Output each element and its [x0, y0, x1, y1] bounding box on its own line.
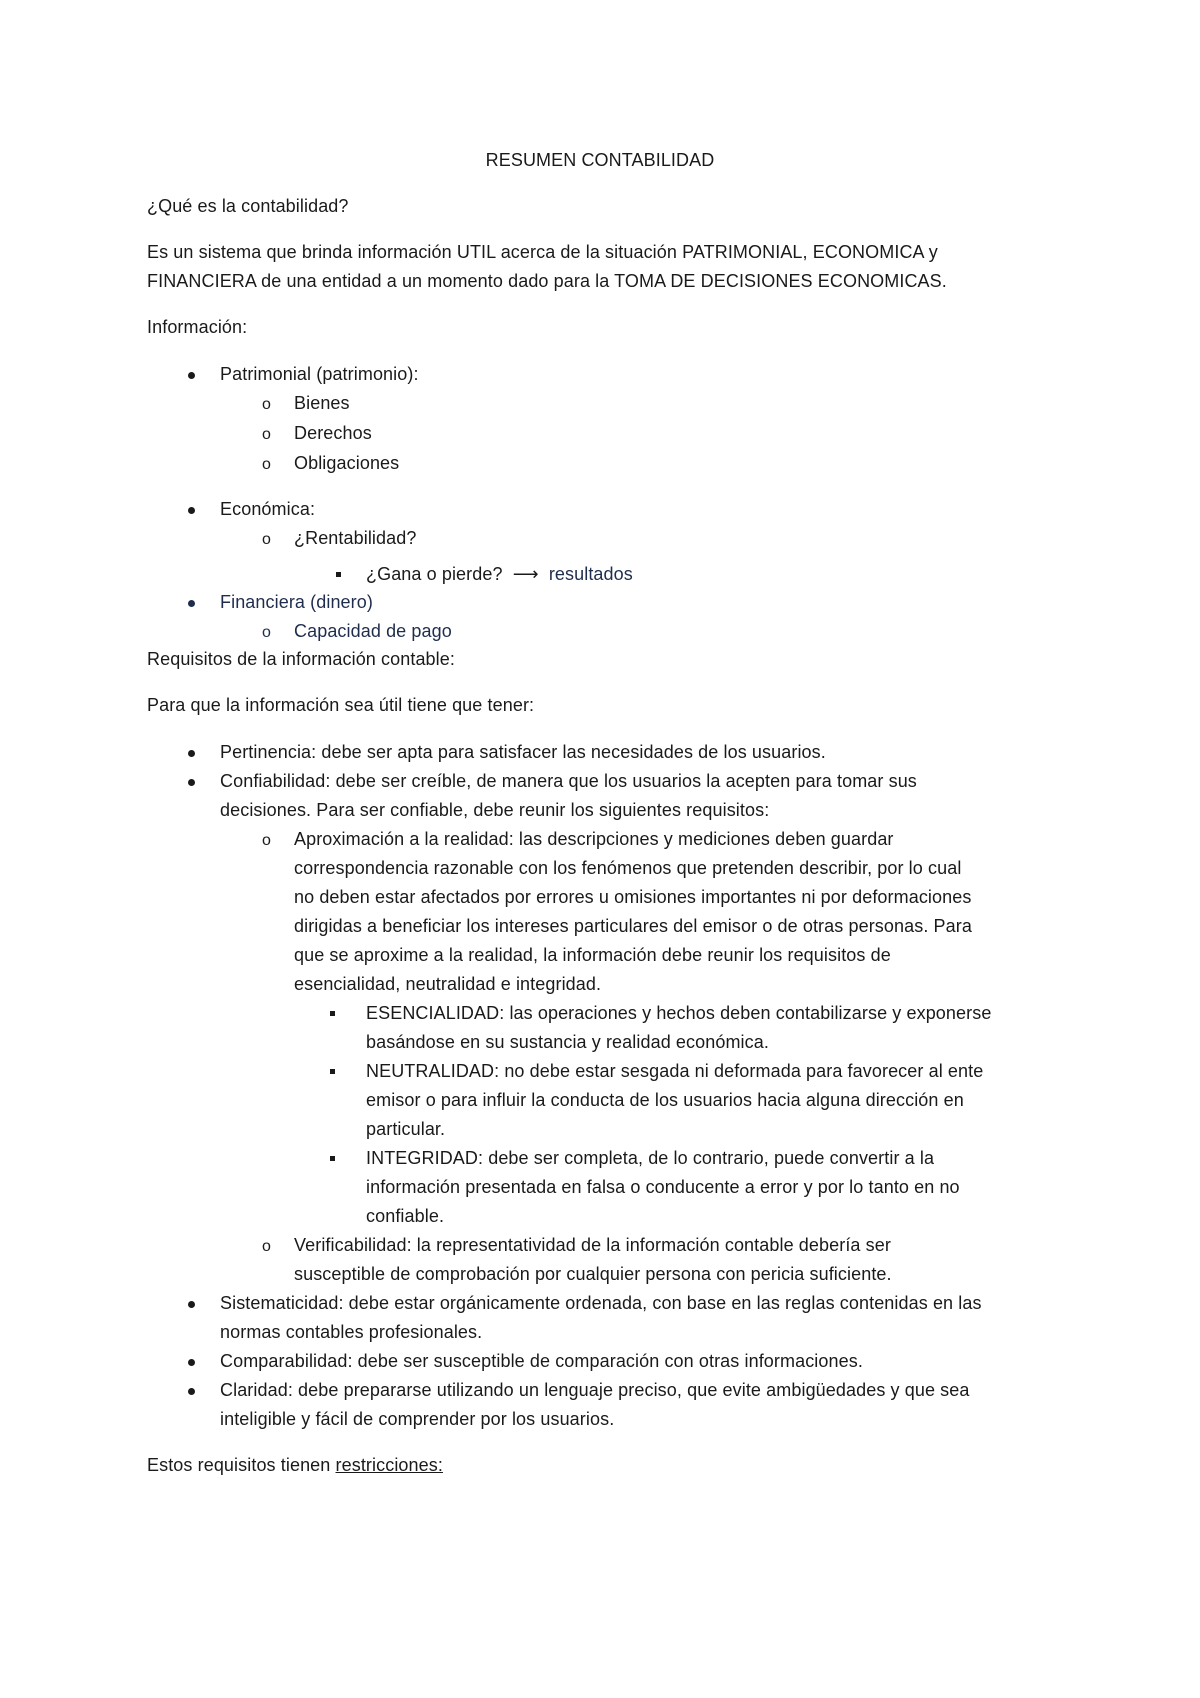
req-neutralidad-line: emisor o para influir la conducta de los usuarios hacia alguna dirección en	[366, 1090, 964, 1110]
req-aproximacion-line: correspondencia razonable con los fenómenos que pretenden describir, por lo cual	[294, 858, 962, 878]
square-bullet-icon	[330, 1156, 335, 1161]
square-bullet-icon	[330, 1011, 335, 1016]
bullet-icon	[188, 507, 195, 514]
req-comparabilidad: Comparabilidad: debe ser susceptible de comparación con otras informaciones.	[220, 1351, 863, 1371]
req-aproximacion-line: no deben estar afectados por errores u omisiones importantes ni por deformaciones	[294, 887, 972, 907]
req-aproximacion-line: Aproximación a la realidad: las descripciones y mediciones deben guardar	[294, 829, 894, 849]
list-item: Bienes	[294, 393, 350, 413]
bullet-icon	[188, 1388, 195, 1395]
bullet-icon	[188, 372, 195, 379]
req-confiabilidad-line: decisiones. Para ser confiable, debe reunir los siguientes requisitos:	[220, 800, 770, 820]
circle-bullet-icon: o	[262, 396, 271, 413]
req-verificabilidad-line: Verificabilidad: la representatividad de la información contable debería ser	[294, 1235, 891, 1255]
info-heading: Información:	[147, 317, 248, 337]
req-aproximacion-line: que se aproxime a la realidad, la información debe reunir los requisitos de	[294, 945, 891, 965]
closing-line: Estos requisitos tienen restricciones:	[147, 1455, 443, 1475]
info-financiera-sub: Capacidad de pago	[294, 621, 452, 641]
square-bullet-icon	[336, 572, 341, 577]
req-aproximacion-line: dirigidas a beneficiar los intereses particulares del emisor o de otras personas. Para	[294, 916, 972, 936]
req-neutralidad-line: NEUTRALIDAD: no debe estar sesgada ni deformada para favorecer al ente	[366, 1061, 984, 1081]
info-patrimonial: Patrimonial (patrimonio):	[220, 364, 419, 384]
circle-bullet-icon: o	[262, 531, 271, 548]
circle-bullet-icon: o	[262, 456, 271, 473]
circle-bullet-icon: o	[262, 1238, 271, 1255]
restricciones-label: restricciones:	[335, 1455, 443, 1475]
req-pertinencia: Pertinencia: debe ser apta para satisfacer las necesidades de los usuarios.	[220, 742, 826, 762]
info-economica-sub: ¿Rentabilidad?	[294, 528, 417, 548]
req-sistematicidad-line: Sistematicidad: debe estar orgánicamente ordenada, con base en las reglas contenidas en las	[220, 1293, 982, 1313]
req-integridad-line: información presentada en falsa o conducente a error y por lo tanto en no	[366, 1177, 960, 1197]
req-claridad-line: Claridad: debe prepararse utilizando un lenguaje preciso, que evite ambigüedades y que sea	[220, 1380, 970, 1400]
bullet-icon	[188, 779, 195, 786]
req-neutralidad-line: particular.	[366, 1119, 446, 1139]
definition-line-1: Es un sistema que brinda información UTIL acerca de la situación PATRIMONIAL, ECONOMICA y	[147, 242, 938, 262]
bullet-icon	[188, 1359, 195, 1366]
requisitos-heading: Requisitos de la información contable:	[147, 649, 455, 669]
req-integridad-line: INTEGRIDAD: debe ser completa, de lo contrario, puede convertir a la	[366, 1148, 935, 1168]
req-esencialidad-line: ESENCIALIDAD: las operaciones y hechos deben contabilizarse y exponerse	[366, 1003, 992, 1023]
circle-bullet-icon: o	[262, 624, 271, 641]
bullet-icon	[188, 600, 195, 607]
info-economica-detail: ¿Gana o pierde? ⟶ resultados	[366, 560, 633, 589]
req-sistematicidad-line: normas contables profesionales.	[220, 1322, 483, 1342]
req-confiabilidad-line: Confiabilidad: debe ser creíble, de manera que los usuarios la acepten para tomar sus	[220, 771, 917, 791]
requisitos-intro: Para que la información sea útil tiene que tener:	[147, 695, 535, 715]
square-bullet-icon	[330, 1069, 335, 1074]
list-item: Obligaciones	[294, 453, 400, 473]
list-item: Derechos	[294, 423, 372, 443]
req-aproximacion-line: esencialidad, neutralidad e integridad.	[294, 974, 602, 994]
req-integridad-line: confiable.	[366, 1206, 445, 1226]
page-title: RESUMEN CONTABILIDAD	[485, 150, 715, 170]
info-financiera: Financiera (dinero)	[220, 592, 373, 612]
definition-line-2: FINANCIERA de una entidad a un momento dado para la TOMA DE DECISIONES ECONOMICAS.	[147, 271, 947, 291]
req-esencialidad-line: basándose en su sustancia y realidad económica.	[366, 1032, 769, 1052]
info-economica: Económica:	[220, 499, 316, 519]
req-claridad-line: inteligible y fácil de comprender por los usuarios.	[220, 1409, 615, 1429]
circle-bullet-icon: o	[262, 426, 271, 443]
req-verificabilidad-line: susceptible de comprobación por cualquier persona con pericia suficiente.	[294, 1264, 892, 1284]
question-heading: ¿Qué es la contabilidad?	[147, 196, 349, 216]
bullet-icon	[188, 1301, 195, 1308]
circle-bullet-icon: o	[262, 832, 271, 849]
arrow-right-icon: ⟶	[512, 564, 539, 584]
bullet-icon	[188, 750, 195, 757]
